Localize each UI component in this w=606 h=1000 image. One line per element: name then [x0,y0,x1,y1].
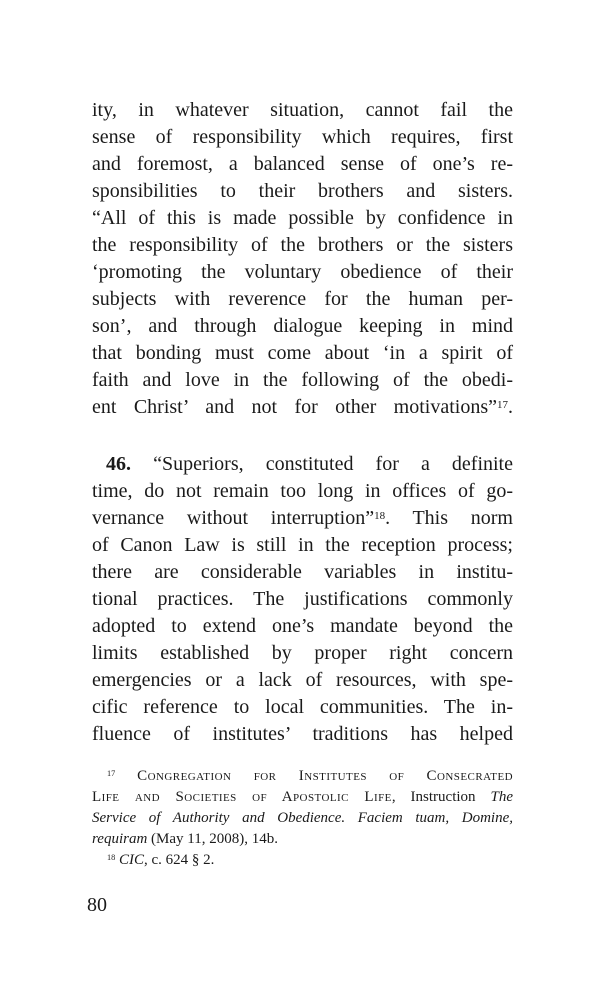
text-line [92,97,513,124]
text-line [92,808,513,829]
text-line [92,559,513,586]
text-line [92,505,513,532]
text-segment: Service of Authority and Obedience. Faciem tuam, Domine, [92,810,513,826]
text-line [92,178,513,205]
text-segment: , Instruction [391,789,491,805]
text-line [92,613,513,640]
text-segment: ‘promoting the voluntary obedience of their [92,261,513,283]
footnote-17 [92,766,513,850]
text-segment: limits established by proper right concern [92,642,513,664]
text-segment: The [490,789,513,805]
footnote-marker: 18 [374,509,386,522]
footnote-18 [92,850,513,871]
text-line [92,478,513,505]
text-segment: ent Christ’ and not for other motivations” [92,396,497,418]
text-segment: cific reference to local communities. The in- [92,696,513,718]
text-line [92,124,513,151]
text-segment: adopted to extend one’s mandate beyond the [92,615,513,637]
text-segment: sponsibilities to their brothers and sisters. [92,180,513,202]
text-line [92,313,513,340]
text-segment: son’, and through dialogue keeping in mind [92,315,513,337]
footnote-marker: 17 [497,398,508,411]
text-line [92,829,513,850]
text-segment: “All of this is made possible by confidence in [92,207,513,229]
body-text [92,97,513,748]
text-line [92,532,513,559]
paragraph-continued [92,97,513,421]
text-segment: . This norm [385,507,513,529]
footnote-marker: 18 [107,852,116,862]
text-line [92,787,513,808]
text-line [92,394,513,421]
text-segment: requiram [92,831,148,847]
text-segment: Life and Societies of Apostolic Life [92,789,392,805]
text-line [92,586,513,613]
footnote-marker: 17 [107,768,116,778]
text-line [92,340,513,367]
text-line [92,667,513,694]
text-segment: time, do not remain too long in offices of go- [92,480,513,502]
text-segment [115,768,137,784]
text-segment: (May 11, 2008), 14b. [147,831,278,847]
text-line [92,451,513,478]
text-segment: of Canon Law is still in the reception process; [92,534,513,556]
text-line [92,205,513,232]
text-segment: sense of responsibility which requires, first [92,126,513,148]
text-line [92,151,513,178]
text-segment: emergencies or a lack of resources, with spe- [92,669,513,691]
text-segment: CIC [119,852,145,868]
text-segment: faith and love in the following of the obedi- [92,369,513,391]
text-segment: ity, in whatever situation, cannot fail the [92,99,513,121]
text-segment: “Superiors, constituted for a definite [131,453,513,475]
text-segment: the responsibility of the brothers or the sisters [92,234,513,256]
text-line [92,367,513,394]
text-line [92,640,513,667]
text-segment: vernance without interruption” [92,507,375,529]
text-line [92,259,513,286]
text-line [92,694,513,721]
text-segment: , c. 624 § 2. [144,852,215,868]
text-segment: tional practices. The justifications commonly [92,588,513,610]
text-segment: and foremost, a balanced sense of one’s re- [92,153,513,175]
text-line [92,850,513,871]
text-segment: there are considerable variables in institu- [92,561,513,583]
text-segment: fluence of institutes’ traditions has helped [92,723,513,745]
page-number: 80 [87,894,107,916]
text-segment: subjects with reverence for the human per- [92,288,513,310]
footnotes [92,766,513,871]
text-line [92,766,513,787]
text-segment: Congregation for Institutes of Consecrated [137,768,514,784]
text-segment: . [508,396,513,418]
text-segment: 46. [106,453,131,475]
paragraph-46 [92,451,513,748]
text-segment: that bonding must come about ‘in a spirit of [92,342,513,364]
text-line [92,286,513,313]
text-line [92,721,513,748]
text-line [92,232,513,259]
